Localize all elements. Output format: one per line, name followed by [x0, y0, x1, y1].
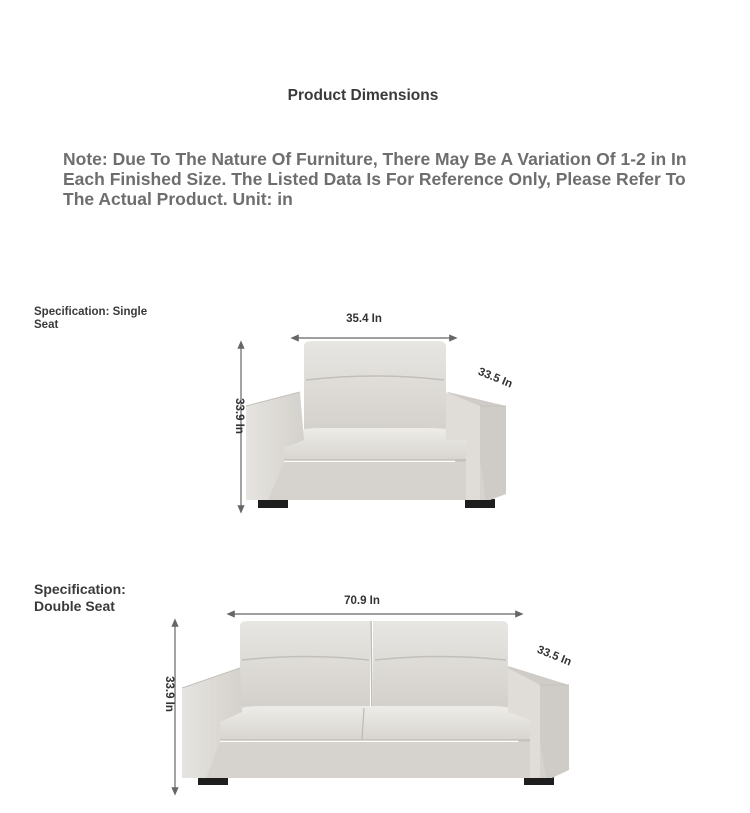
double-seat-spec-label: Specification: Double Seat [34, 581, 126, 614]
size-variation-note: Note: Due To The Nature Of Furniture, There May Be A Variation Of 1-2 in In Each Finished Size. The Listed Data Is For Reference Only, Please Refer To The Actual Product. Unit: in [63, 149, 687, 209]
single-height-label: 33.9 In [233, 398, 245, 434]
single-depth-label: 33.5 In [476, 365, 514, 391]
double-height-label: 33.9 In [163, 676, 175, 712]
double-depth-label: 33.5 In [535, 643, 573, 669]
single-width-label: 35.4 In [346, 313, 382, 325]
double-seat-sofa-image [163, 595, 573, 792]
double-width-label: 70.9 In [344, 595, 380, 607]
page-title: Product Dimensions [287, 87, 439, 104]
single-seat-spec-label: Specification: Single Seat [34, 306, 148, 331]
single-seat-sofa-image [233, 313, 514, 510]
